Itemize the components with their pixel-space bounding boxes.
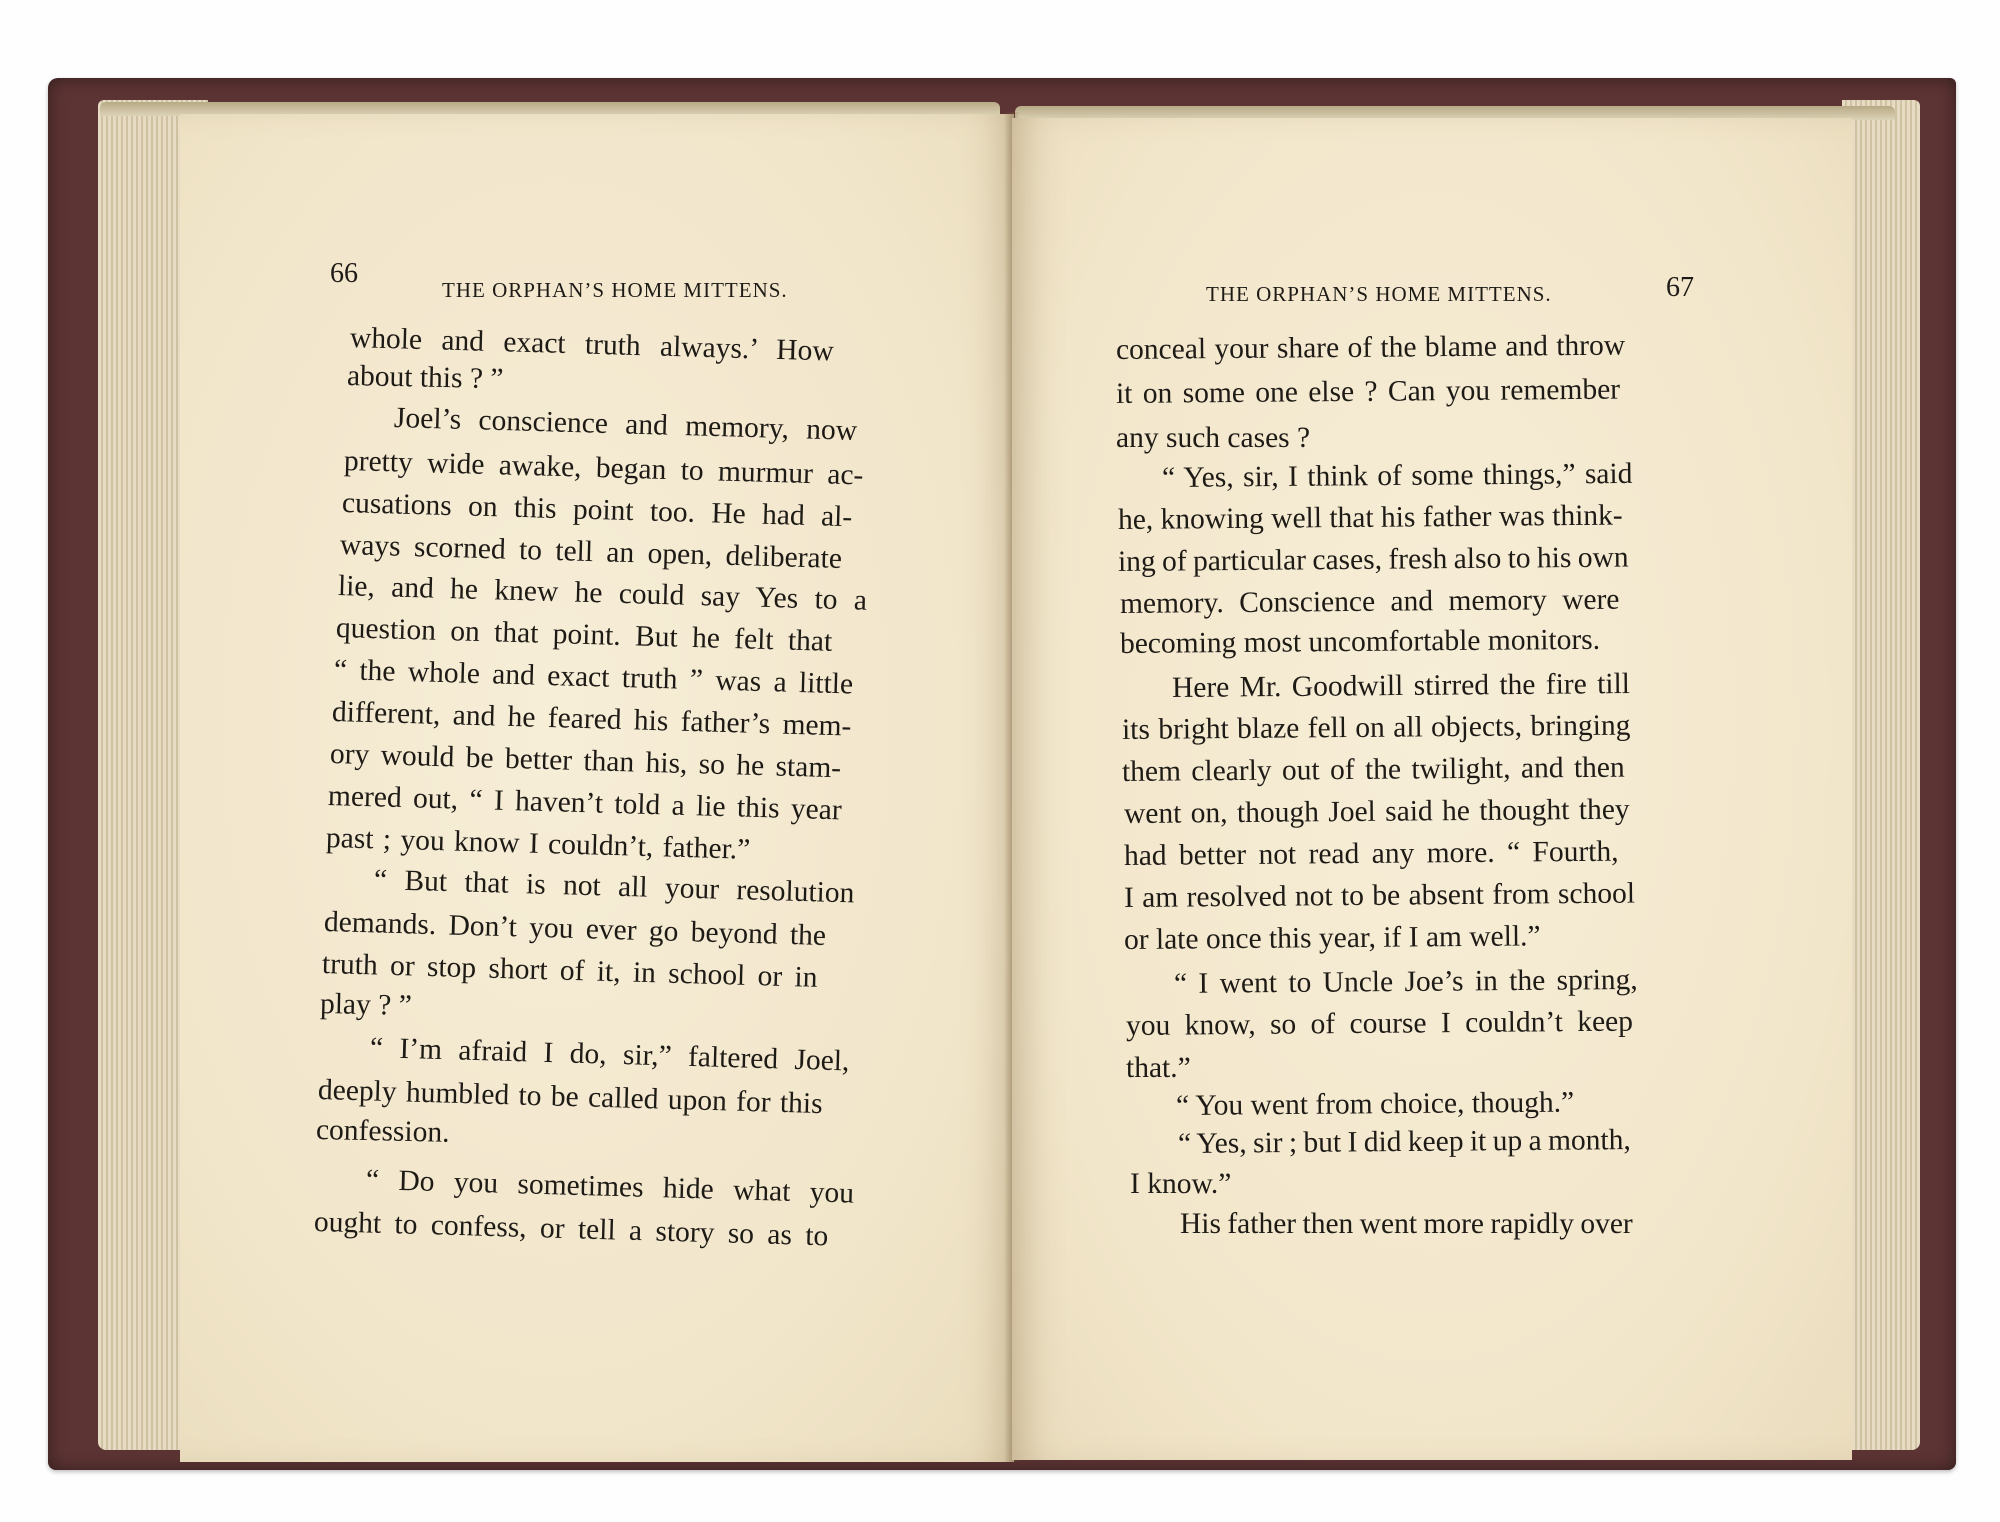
right-folio: 67: [1666, 272, 1694, 303]
left-line: “ I’m afraid I do, sir,” faltered Joel,: [369, 1032, 850, 1078]
left-line: “ Do you sometimes hide what you: [365, 1164, 855, 1210]
right-line: “ Yes, sir, I think of some things,” said: [1161, 457, 1633, 494]
right-line: them clearly out of the twilight, and then: [1121, 751, 1625, 788]
right-line: ing of particular cases, fresh also to his own: [1117, 541, 1629, 578]
left-line: “ the whole and exact truth ” was a little: [333, 654, 854, 701]
left-line: mered out, “ I haven’t told a lie this year: [327, 780, 843, 827]
left-page: [180, 114, 1014, 1462]
page-edges-right: [1842, 100, 1920, 1450]
right-line: you know, so of course I couldn’t keep: [1125, 1005, 1634, 1042]
left-line: different, and he feared his father’s mem-: [331, 696, 852, 743]
right-line: went on, though Joel said he thought they: [1123, 793, 1630, 830]
left-folio: 66: [330, 258, 358, 289]
right-running-title: THE ORPHAN’S HOME MITTENS.: [1206, 282, 1552, 306]
right-line: any such cases ?: [1116, 422, 1311, 454]
right-line: I know.”: [1130, 1168, 1232, 1200]
left-line: pretty wide awake, began to murmur ac-: [343, 445, 864, 492]
left-line: past ; you know I couldn’t, father.”: [325, 822, 751, 866]
left-line: ways scorned to tell an open, deliberate: [339, 529, 843, 576]
right-line: memory. Conscience and memory were: [1119, 583, 1620, 620]
right-line: he, knowing well that his father was think-: [1117, 499, 1623, 536]
left-line: Joel’s conscience and memory, now: [393, 402, 858, 447]
right-line: “ I went to Uncle Joe’s in the spring,: [1173, 963, 1638, 1000]
right-line: it on some one else ? Can you remember: [1115, 373, 1621, 410]
left-line: whole and exact truth always.’ How: [349, 322, 835, 368]
left-running-title: THE ORPHAN’S HOME MITTENS.: [442, 278, 788, 302]
left-line: about this ? ”: [346, 360, 504, 396]
left-line: play ? ”: [319, 988, 413, 1022]
left-line: ought to confess, or tell a story so as to: [313, 1206, 829, 1253]
right-line: had better not read any more. “ Fourth,: [1123, 835, 1619, 872]
right-line: its bright blaze fell on all objects, bringing: [1121, 709, 1631, 746]
left-line: deeply humbled to be called upon for this: [317, 1074, 824, 1121]
right-line: or late once this year, if I am well.”: [1123, 920, 1541, 956]
left-line: demands. Don’t you ever go beyond the: [323, 906, 827, 953]
left-line: lie, and he knew he could say Yes to a: [337, 570, 868, 617]
right-line: that.”: [1126, 1052, 1191, 1084]
right-line: His father then went more rapidly over: [1180, 1208, 1633, 1240]
left-line: cusations on this point too. He had al-: [341, 487, 853, 534]
left-line: ory would be better than his, so he stam-: [329, 738, 842, 785]
left-line: truth or stop short of it, in school or in: [321, 948, 818, 994]
left-line: “ But that is not all your resolution: [373, 864, 855, 910]
left-line: question on that point. But he felt that: [335, 612, 833, 658]
right-line: becoming most uncomfortable monitors.: [1119, 623, 1601, 660]
right-page: [1012, 118, 1852, 1460]
right-line: conceal your share of the blame and throw: [1115, 329, 1626, 366]
right-line: “ Yes, sir ; but I did keep it up a month,: [1177, 1124, 1631, 1160]
right-line: Here Mr. Goodwill stirred the fire till: [1171, 668, 1631, 704]
left-line: confession.: [315, 1114, 450, 1149]
right-line: I am resolved not to be absent from school: [1123, 877, 1636, 914]
right-line: “ You went from choice, though.”: [1175, 1086, 1575, 1122]
